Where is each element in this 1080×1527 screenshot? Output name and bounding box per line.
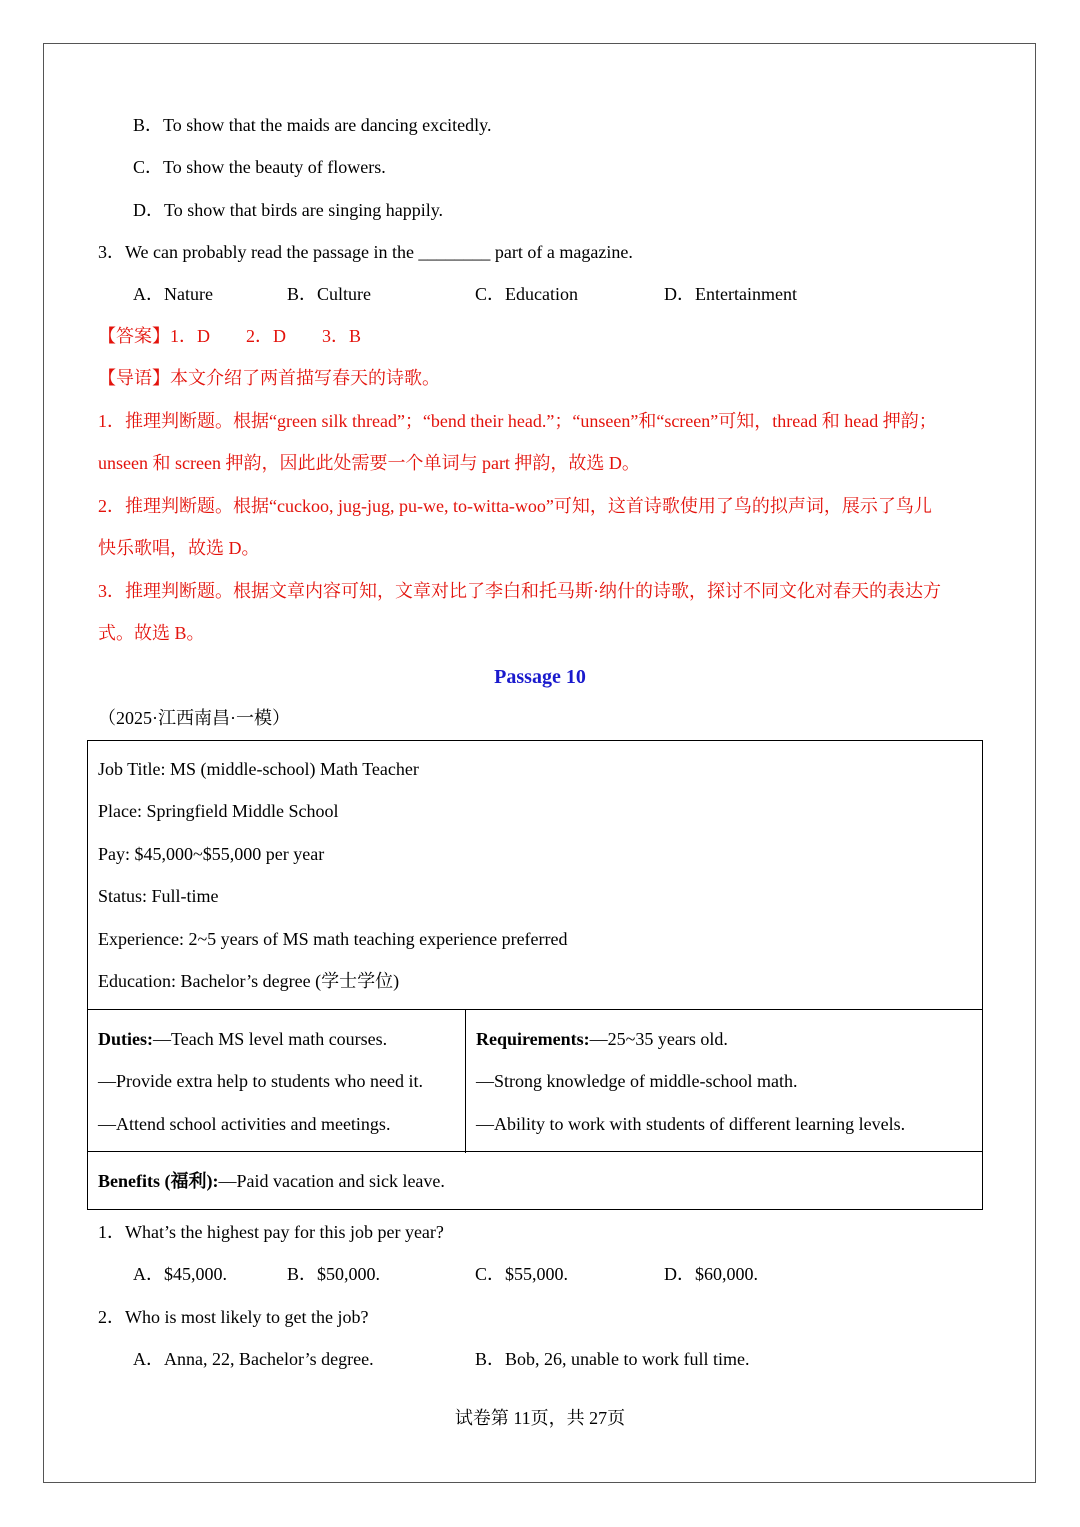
q2-option-b: B．Bob, 26, unable to work full time. [475,1349,750,1369]
explanation-1-line-1: 1．推理判断题。根据“green silk thread”；“bend their head.”；“unseen”和“screen”可知，thread 和 head 押韵； [98,411,937,431]
job-title: Job Title: MS (middle-school) Math Teacher [98,759,419,779]
table-divider-1 [87,1009,983,1010]
option-b: B．To show that the maids are dancing excitedly. [133,115,492,135]
option-d: D．To show that birds are singing happily. [133,200,444,220]
benefits-label: Benefits (福利): [98,1171,219,1191]
q1-option-a: A．$45,000. [133,1264,227,1284]
table-column-divider [465,1010,466,1153]
requirements-row-1 [476,1027,728,1051]
explanation-3-line-2: 式。故选 B。 [98,623,205,643]
requirements-label: Requirements: [476,1029,590,1049]
duty-1: —Teach MS level math courses. [153,1029,388,1049]
q2-option-a: A．Anna, 22, Bachelor’s degree. [133,1349,374,1369]
duty-3: —Attend school activities and meetings. [98,1114,391,1134]
duties-row-1 [98,1027,387,1051]
explanation-2-line-1: 2．推理判断题。根据“cuckoo, jug-jug, pu-we, to-witta-woo”可知，这首诗歌使用了鸟的拟声词，展示了鸟儿 [98,496,932,516]
q3-option-c: C．Education [475,284,578,304]
q1-option-c: C．$55,000. [475,1264,569,1284]
explanation-1-line-2: unseen 和 screen 押韵，因此此处需要一个单词与 part 押韵，故选 D。 [98,453,640,473]
answer-intro: 【导语】本文介绍了两首描写春天的诗歌。 [98,368,440,388]
page-footer: 试卷第 11页，共 27页 [454,1408,626,1428]
answer-line: 【答案】1．D 2．D 3．B [98,326,362,346]
question-1-stem: 1．What’s the highest pay for this job per year? [98,1222,444,1242]
duty-2: —Provide extra help to students who need it. [98,1071,423,1091]
job-education: Education: Bachelor’s degree (学士学位) [98,971,400,991]
job-status: Status: Full-time [98,886,219,906]
q3-option-d: D．Entertainment [664,284,797,304]
requirement-1: —25~35 years old. [589,1029,728,1049]
table-divider-2 [87,1151,983,1152]
requirement-2: —Strong knowledge of middle-school math. [476,1071,798,1091]
q3-option-a: A．Nature [133,284,213,304]
question-3-stem: 3．We can probably read the passage in the ________ part of a magazine. [98,242,633,262]
q1-option-d: D．$60,000. [664,1264,758,1284]
explanation-3-line-1: 3．推理判断题。根据文章内容可知，文章对比了李白和托马斯·纳什的诗歌，探讨不同文化对春天的表达方 [98,581,941,601]
q3-option-b: B．Culture [287,284,371,304]
job-pay: Pay: $45,000~$55,000 per year [98,844,325,864]
option-c: C．To show the beauty of flowers. [133,157,386,177]
passage-title: Passage 10 [494,666,586,688]
job-experience: Experience: 2~5 years of MS math teaching experience preferred [98,929,568,949]
q1-option-b: B．$50,000. [287,1264,381,1284]
job-place: Place: Springfield Middle School [98,801,339,821]
passage-source: （2025·江西南昌·一模） [98,708,290,728]
benefits-text: —Paid vacation and sick leave. [218,1171,445,1191]
benefits-row [98,1169,445,1193]
duties-label: Duties: [98,1029,153,1049]
explanation-2-line-2: 快乐歌唱，故选 D。 [98,538,260,558]
question-2-stem: 2．Who is most likely to get the job? [98,1307,369,1327]
requirement-3: —Ability to work with students of different learning levels. [476,1114,906,1134]
